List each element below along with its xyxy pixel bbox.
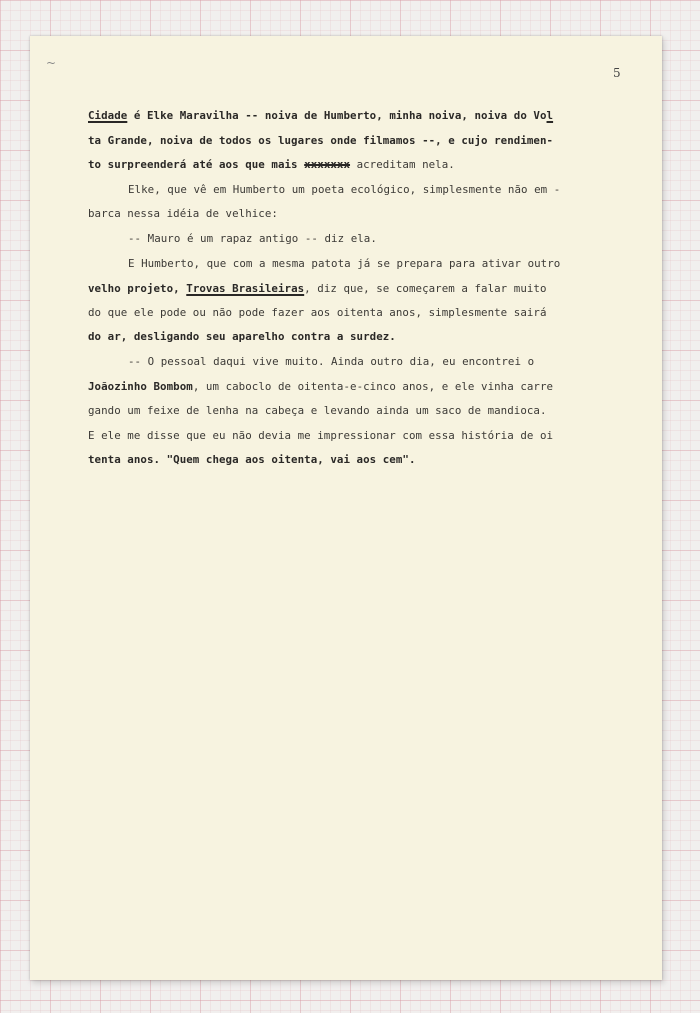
paper-sheet [30, 36, 662, 980]
text-line-7: E Humberto, que com a mesma patota já se prepara para ativar outro [128, 257, 561, 270]
text-line-11: -- O pessoal daqui vive muito. Ainda outro dia, eu encontrei o [128, 355, 535, 368]
text-line-1: Cidade é Elke Maravilha -- noiva de Humberto, minha noiva, noiva do Vol [88, 109, 554, 122]
text-line-15: tenta anos. "Quem chega aos oitenta, vai aos cem". [88, 453, 416, 466]
text-line-12: Joãozinho Bombom, um caboclo de oitenta-e-cinco anos, e ele vinha carre [88, 380, 554, 393]
underlined-title: Trovas Brasileiras [186, 282, 305, 295]
text-line-8: velho projeto, Trovas Brasileiras, diz que, se começarem a falar muito [88, 282, 547, 295]
text-line-2: ta Grande, noiva de todos os lugares onde filmamos --, e cujo rendimen- [88, 134, 554, 147]
text-line-14: E ele me disse que eu não devia me impressionar com essa história de oi [88, 429, 554, 442]
text-line-9: do que ele pode ou não pode fazer aos oitenta anos, simplesmente sairá [88, 306, 547, 319]
text-line-13: gando um feixe de lenha na cabeça e levando ainda um saco de mandioca. [88, 404, 547, 417]
text-line-10: do ar, desligando seu aparelho contra a surdez. [88, 330, 396, 343]
text-line-5: barca nessa idéia de velhice: [88, 207, 278, 220]
text-line-6: -- Mauro é um rapaz antigo -- diz ela. [128, 232, 377, 245]
text-line-3: to surpreenderá até aos que mais xxxxxxx acreditam nela. [88, 158, 455, 171]
page-number: 5 [613, 66, 621, 80]
corner-pencil-mark: ~ [46, 56, 57, 70]
underlined-word: Cidade [88, 109, 128, 122]
struck-out-word: xxxxxxx [304, 158, 351, 171]
text-line-4: Elke, que vê em Humberto um poeta ecológico, simplesmente não em - [128, 183, 561, 196]
